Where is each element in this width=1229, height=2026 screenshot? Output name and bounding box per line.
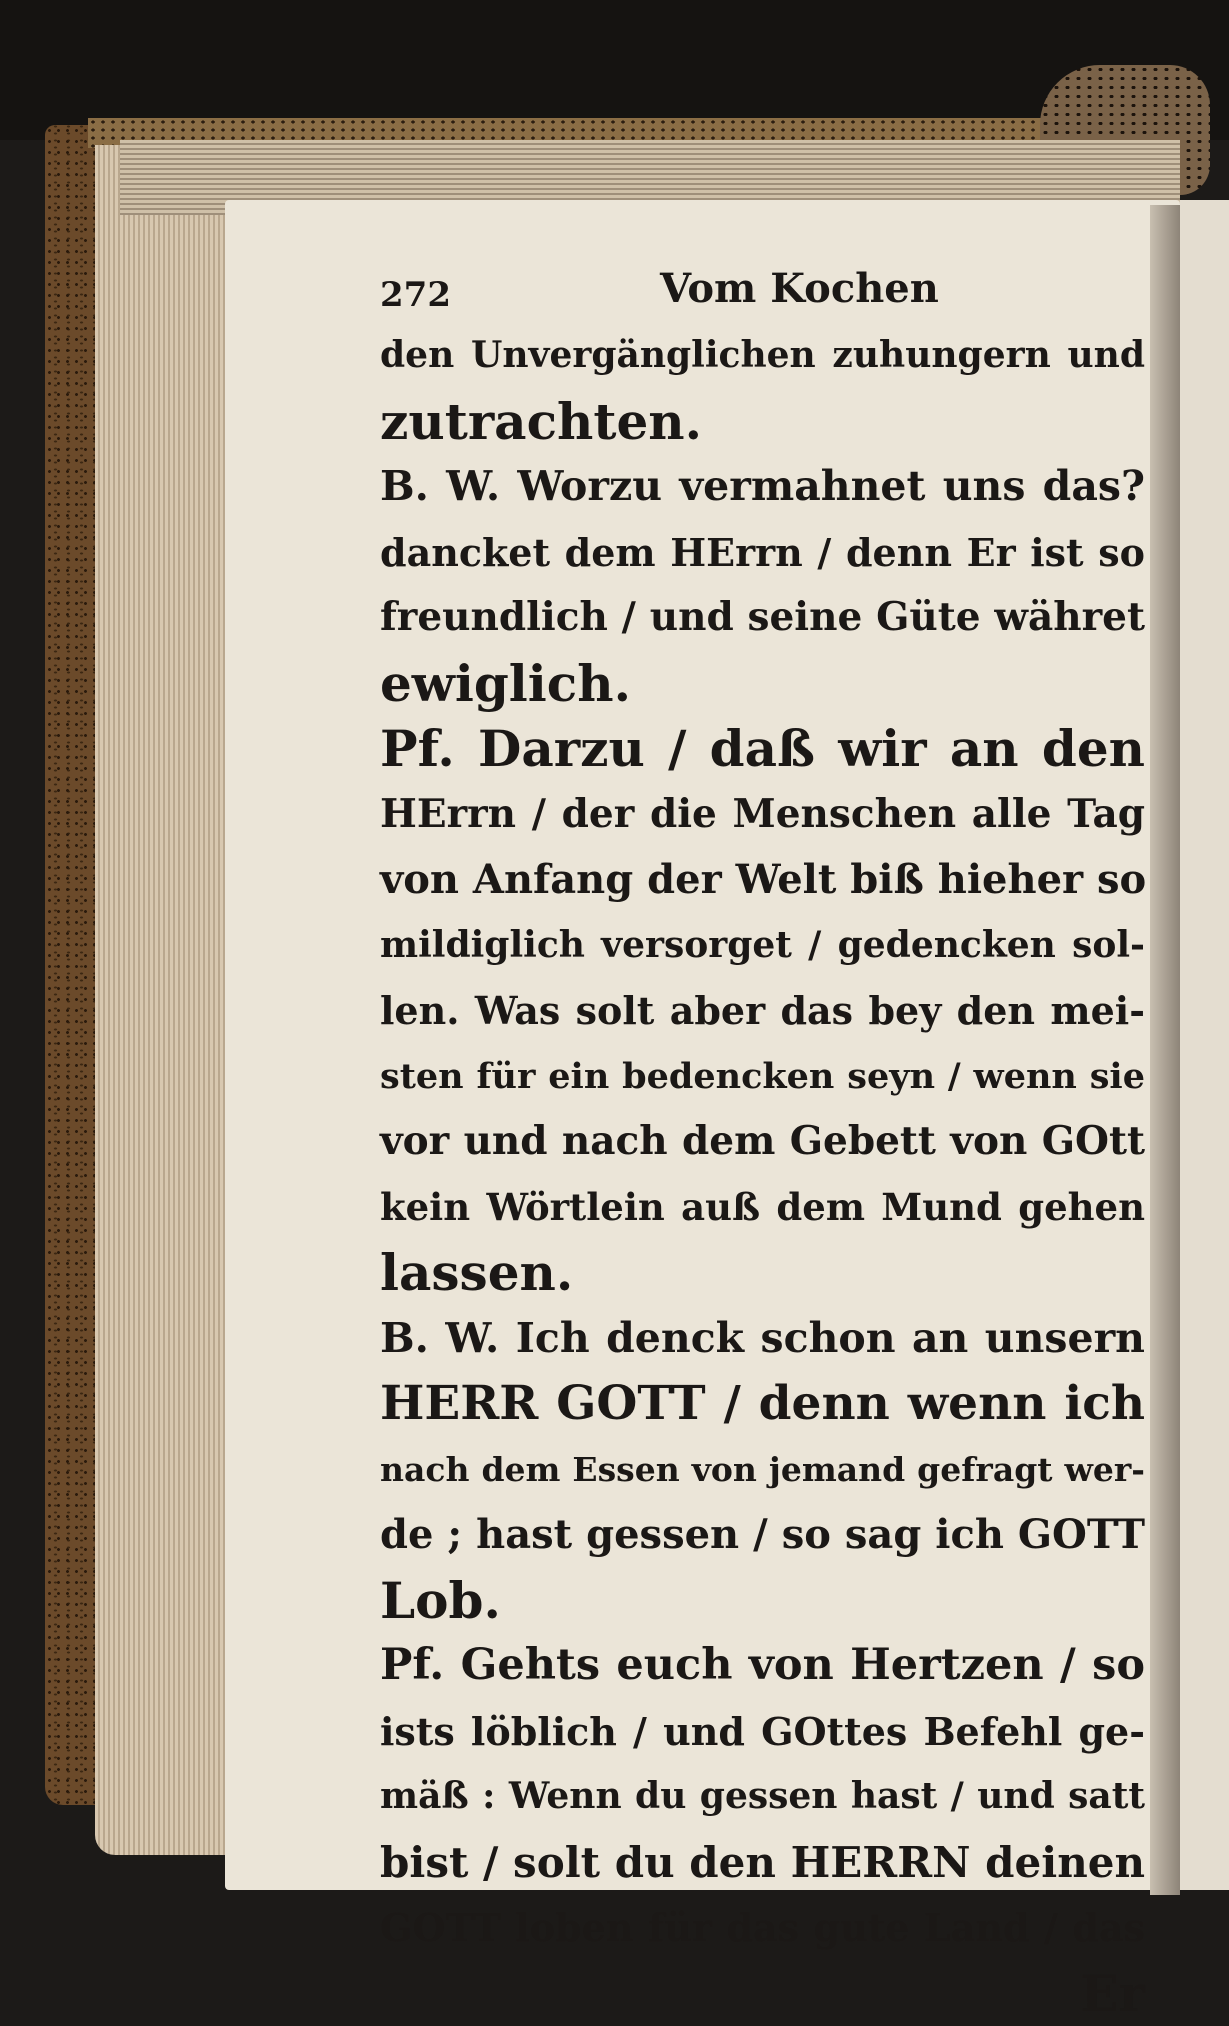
text-line: lassen.	[380, 1240, 1145, 1306]
text-line: mildiglich versorget / gedencken sol-	[380, 913, 1145, 979]
catchword: Er	[380, 1961, 1145, 2026]
text-line: Lob.	[380, 1568, 1145, 1634]
page-number: 272	[380, 275, 451, 315]
text-line: GOTT loben für das gute Land / das	[380, 1895, 1145, 1961]
text-line: de ; hast gessen / so sag ich GOTT	[380, 1502, 1145, 1568]
text-line: Pf. Darzu / daß wir an den	[380, 716, 1145, 782]
text-line: HErrn / der die Menschen alle Tag	[380, 782, 1145, 848]
page-gutter	[1150, 205, 1180, 1895]
text-line: B. W. Worzu vermahnet uns das?	[380, 454, 1145, 520]
page-header	[370, 265, 1145, 323]
text-line: nach dem Essen von jemand gefragt wer-	[380, 1437, 1145, 1503]
text-line: bist / solt du den HERRN deinen	[380, 1830, 1145, 1896]
text-line: dancket dem HErrn / denn Er ist so	[380, 520, 1145, 586]
text-line: len. Was solt aber das bey den mei-	[380, 978, 1145, 1044]
text-line: Pf. Gehts euch von Hertzen / so	[380, 1633, 1145, 1699]
facing-page-edge	[1180, 200, 1229, 1890]
text-line: ewiglich.	[380, 651, 1145, 717]
text-line: HERR GOTT / denn wenn ich	[380, 1371, 1145, 1437]
text-line: den Unvergänglichen zuhungern und	[380, 323, 1145, 389]
text-line: vor und nach dem Gebett von GOtt	[380, 1109, 1145, 1175]
text-line: ists löblich / und GOttes Befehl ge-	[380, 1699, 1145, 1765]
text-line: sten für ein bedencken seyn / wenn sie	[380, 1044, 1145, 1110]
text-line: freundlich / und seine Güte währet	[380, 585, 1145, 651]
text-line: mäß : Wenn du gessen hast / und satt	[380, 1764, 1145, 1830]
text-line: zutrachten.	[380, 389, 1145, 455]
text-line: von Anfang der Welt biß hieher so	[380, 847, 1145, 913]
text-line: kein Wörtlein auß dem Mund gehen	[380, 1175, 1145, 1241]
running-head: Vom Kochen	[660, 265, 939, 312]
text-line: B. W. Ich denck schon an unsern	[380, 1306, 1145, 1372]
page-text	[370, 265, 1145, 2026]
